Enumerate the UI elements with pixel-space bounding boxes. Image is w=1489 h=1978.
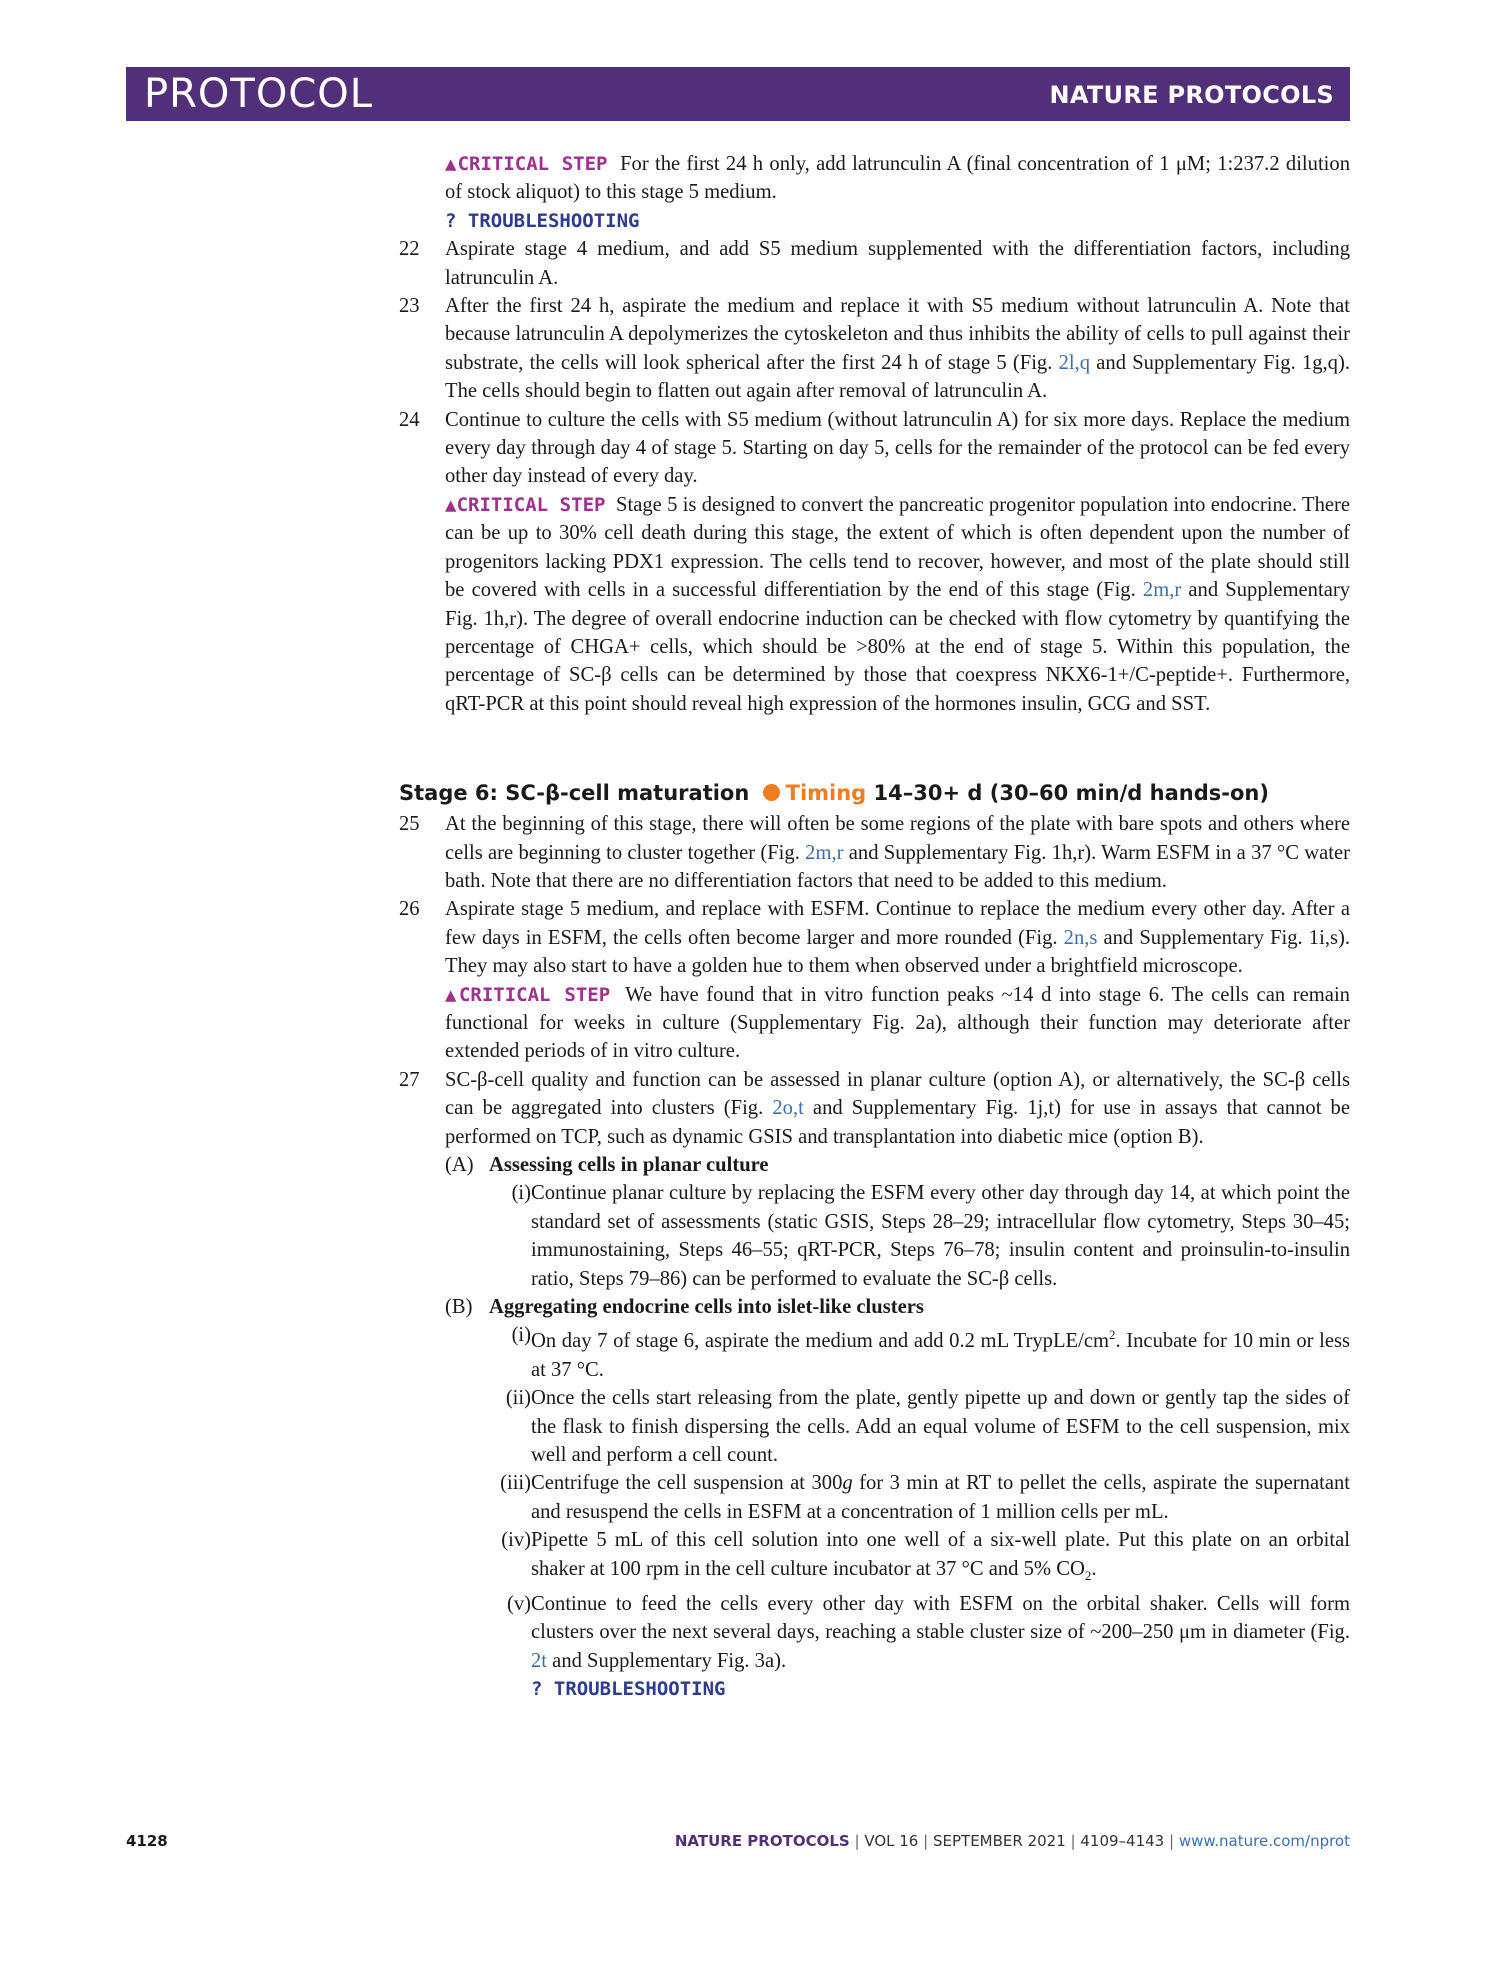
option-b-substep-ii: (ii) Once the cells start releasing from the plate, gently pipette up and down or gently tap the sides of the flask to finish dispersing the cells. Add an equal volume of ESFM to the cell suspension, mix well and perform a cell count. [505, 1387, 1350, 1466]
page-footer [126, 1832, 1350, 1856]
stage-6-heading: Stage 6: SC-β-cell maturation Timing 14–30+ d (30–60 min/d hands-on) [399, 781, 1269, 806]
step-number: 23 [399, 295, 420, 318]
figure-link[interactable]: 2m,r [1142, 579, 1182, 602]
step-25: 25 At the beginning of this stage, there will often be some regions of the plate with bare spots and others where cells are beginning to cluster together (Fig. 2m,r and Supplementary Fig. 1h,r). Warm ESFM in a 37 °C water bath. Note that there are no differentiation factors that need to be added to this medium. [399, 810, 1350, 895]
option-b-heading: (B) Aggregating endocrine cells into islet-like clusters [445, 1296, 924, 1319]
troubleshooting-link [399, 1675, 1350, 1703]
section-label: PROTOCOL [144, 71, 374, 117]
troubleshooting-label[interactable]: ? TROUBLESHOOTING [531, 1678, 726, 1701]
timing-dot-icon [763, 784, 780, 801]
footer-citation: NATURE PROTOCOLS | VOL 16 | SEPTEMBER 2021 | 4109–4143 | www.nature.com/nprot [674, 1832, 1350, 1850]
option-b-substep-i: (i) On day 7 of stage 6, aspirate the medium and add 0.2 mL TrypLE/$cm^2$. Incubate for 10 min or less at 37 °C. [511, 1324, 1351, 1381]
critical-step-label: ▲CRITICAL STEP [445, 983, 611, 1006]
figure-link[interactable]: 2l,q [1058, 351, 1091, 374]
critical-step-note: ▲CRITICAL STEP For the first 24 h only, add latrunculin A (final concentration of 1 μM; 1:237.2 dilution of stock aliquot) to this stage 5 medium. [445, 153, 1350, 204]
journal-name: NATURE PROTOCOLS [1049, 81, 1334, 109]
option-a-heading: (A) Assessing cells in planar culture [445, 1154, 769, 1176]
critical-step-note: ▲CRITICAL STEP We have found that in vitro function peaks ~14 d into stage 6. The cells can remain functional for weeks in culture (Supplementary Fig. 2a), although their function may deteriorate after extended periods of in vitro culture. [445, 983, 1350, 1063]
step-number: 25 [399, 813, 420, 836]
option-b-substep-iii: (iii) Centrifuge the cell suspension at 300g for 3 min at RT to pellet the cells, aspirate the supernatant and resuspend the cells in ESFM at a concentration of 1 million cells per mL. [500, 1472, 1350, 1523]
page-header [126, 67, 1350, 121]
step-22: 22 Aspirate stage 4 medium, and add S5 medium supplemented with the differentiation factors, including latrunculin A. [399, 235, 1350, 292]
journal-url-link[interactable]: www.nature.com/nprot [1178, 1832, 1350, 1850]
troubleshooting-label[interactable]: ? TROUBLESHOOTING [445, 209, 640, 232]
option-a-substep-i: (i) Continue planar culture by replacing the ESFM every other day through day 14, at which point the standard set of assessments (static GSIS, Steps 28–29; intracellular flow cytometry, Steps 30–45; immunostaining, Steps 46–55; qRT-PCR, Steps 76–78; insulin content and proinsulin-to-insulin ratio, Steps 79–86) can be performed to evaluate the SC-β cells. [511, 1182, 1350, 1290]
figure-link[interactable]: 2o,t [772, 1097, 804, 1120]
main-content [399, 150, 1350, 1704]
step-number: 26 [399, 898, 420, 921]
step-number: 24 [399, 408, 420, 431]
critical-step-note: ▲CRITICAL STEP Stage 5 is designed to convert the pancreatic progenitor population into endocrine. There can be up to 30% cell death during this stage, the extent of which is often dependent upon the number of progenitors lacking PDX1 expression. The cells tend to recover, however, and most of the plate should still be covered with cells in a successful differentiation by the end of this stage (Fig. 2m,r and Supplementary Fig. 1h,r). The degree of overall endocrine induction can be checked with flow cytometry by quantifying the percentage of CHGA+ cells, which should be >80% at the end of stage 5. Within this population, the percentage of SC-β cells can be determined by those that coexpress NKX6-1+/C-peptide+. Furthermore, qRT-PCR at this point should reveal high expression of the hormones insulin, GCG and SST. [445, 493, 1351, 715]
step-24: 24 Continue to culture the cells with S5 medium (without latrunculin A) for six more days. Replace the medium every day through day 4 of stage 5. Starting on day 5, cells for the remainder of the protocol can be fed every other day instead of every day. [399, 406, 1350, 491]
option-b-substep-v: (v) Continue to feed the cells every other day with ESFM on the orbital shaker. Cells will form clusters over the next several days, reaching a stable cluster size of ~200–250 μm in diameter (Fig. 2t and Supplementary Fig. 3a). [506, 1593, 1350, 1672]
troubleshooting-link [399, 207, 1350, 235]
critical-step-label: ▲CRITICAL STEP [445, 153, 608, 175]
step-number: 22 [399, 238, 420, 261]
step-23: 23 After the first 24 h, aspirate the medium and replace it with S5 medium without latrunculin A. Note that because latrunculin A depolymerizes the cytoskeleton and thus inhibits the ability of cells to pull against their substrate, the cells will look spherical after the first 24 h of stage 5 (Fig. 2l,q and Supplementary Fig. 1g,q). The cells should begin to flatten out again after removal of latrunculin A. [399, 292, 1350, 406]
step-number: 27 [399, 1068, 420, 1091]
timing-value: 14–30+ d (30–60 min/d hands-on) [873, 781, 1269, 806]
step-27: 27 SC-β-cell quality and function can be assessed in planar culture (option A), or alternatively, the SC-β cells can be aggregated into clusters (Fig. 2o,t and Supplementary Fig. 1j,t) for use in assays that cannot be performed on TCP, such as dynamic GSIS and transplantation into diabetic mice (option B). [399, 1066, 1350, 1151]
option-b-substep-iv: (iv) Pipette 5 mL of this cell solution into one well of a six-well plate. Put this plate on an orbital shaker at 100 rpm in the cell culture incubator at 37 °C and 5% $CO_2$. [501, 1529, 1350, 1583]
step-26: 26 Aspirate stage 5 medium, and replace with ESFM. Continue to replace the medium every other day. After a few days in ESFM, the cells often become larger and more rounded (Fig. 2n,s and Supplementary Fig. 1i,s). They may also start to have a golden hue to them when observed under a brightfield microscope. [399, 895, 1350, 980]
figure-link[interactable]: 2t [531, 1649, 548, 1672]
critical-step-label: ▲CRITICAL STEP [445, 493, 606, 516]
figure-link[interactable]: 2m,r [805, 841, 844, 864]
figure-link[interactable]: 2n,s [1063, 926, 1098, 949]
page-number: 4128 [126, 1832, 168, 1850]
timing-label: Timing [785, 781, 867, 806]
